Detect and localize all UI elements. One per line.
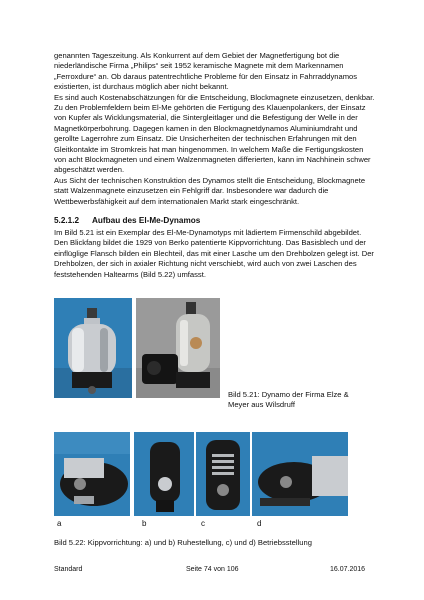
figure-letter-d: d — [257, 519, 262, 528]
dynamo-front-illustration — [54, 298, 132, 398]
figure-5-22-caption: Bild 5.22: Kippvorrichtung: a) und b) Ruhestellung, c) und d) Betriebsstellung — [54, 538, 312, 547]
paragraph-1-part-2: niederländische Firma „Philips“ seit 1952 keramische Magnete mit dem Markennamen „Ferroxdure“ an. Ob daraus patentrechtliche Probleme für den Einsatz in Fahrraddynamos existierten, ist durchaus möglich aber nicht bekannt. — [54, 61, 358, 92]
body-paragraph-1 — [54, 51, 376, 207]
tilt-photo-c — [196, 432, 250, 516]
dynamo-photo-side — [136, 298, 220, 398]
section-heading — [54, 216, 200, 225]
footer-page-number: Seite 74 von 106 — [186, 566, 239, 573]
tilt-photo-b — [134, 432, 194, 516]
tilt-photo-d — [252, 432, 348, 516]
paragraph-1-part-3: Es sind auch Kostenabschätzungen für die Entscheidung, Blockmagnete einzusetzen, denkbar. Zu den Problemfeldern beim El-Me gehörten die Fertigung des Klauenpolankers, der Einsatz von Kupfer als Wicklungsmaterial, die Sintergleitlager und die Befestigung der Welle in der Magnetkörperbohrung. Dagegen kamen in den Blockmagnetdynamos Aluminiumdraht und gerollte Lagerrohre zum Einsatz. Die Unsicherheiten der technischen Erfahrungen mit den Gleitkontakte im Stromkreis hat man hingenommen. In welchem Maße die Fertigungskosten von acht Blockmagneten und einem Walzenmagneten differierten, kann im Nachhinein schwer abgeschätzt werden. — [54, 92, 375, 175]
paragraph-1-part-4: Aus Sicht der technischen Konstruktion des Dynamos stellt die Entscheidung, Blockmagnete statt Walzenmagnete einzusetzen ein Fehlgriff dar. Insbesondere war dadurch die Wettbewerbsfähigkeit auf dem internationalen Markt stark eingeschränkt. — [54, 175, 366, 206]
figure-letter-c: c — [201, 519, 205, 528]
section-title: Aufbau des El-Me-Dynamos — [92, 216, 201, 225]
tilt-photo-a — [54, 432, 130, 516]
footer-date: 16.07.2016 — [330, 566, 366, 573]
section-number: 5.2.1.2 — [54, 216, 80, 225]
tilt-a-illustration — [54, 432, 130, 516]
dynamo-photo-front — [54, 298, 132, 398]
footer-left: Standard — [54, 566, 83, 573]
dynamo-side-illustration — [136, 298, 220, 398]
figure-letter-a: a — [57, 519, 62, 528]
figure-letter-b: b — [142, 519, 147, 528]
tilt-b-illustration — [134, 432, 194, 516]
tilt-c-illustration — [196, 432, 250, 516]
tilt-d-illustration — [252, 432, 348, 516]
body-paragraph-2: Im Bild 5.21 ist ein Exemplar des El-Me-Dynamotyps mit lädiertem Firmenschild abgebildet. Den Blickfang bildet die 1929 von Berko patentierte Kippvorrichtung. Das Basisblech und der einflüglige Flansch bilden ein Blechteil, das mit einer Lasche um den Drehbolzen gelegt ist. Der Drehbolzen, der sich in axialer Richtung nicht verschiebt, wird auch von zwei Laschen des feststehenden Haltearms (Bild 5.22) umfasst. — [54, 228, 374, 279]
paragraph-1-line-1: genannten Tageszeitung. Als Konkurrent auf dem Gebiet der Magnetfertigung bot die — [54, 51, 340, 60]
figure-5-21-caption: Bild 5.21: Dynamo der Firma Elze & Meyer aus Wilsdruff — [228, 390, 349, 410]
